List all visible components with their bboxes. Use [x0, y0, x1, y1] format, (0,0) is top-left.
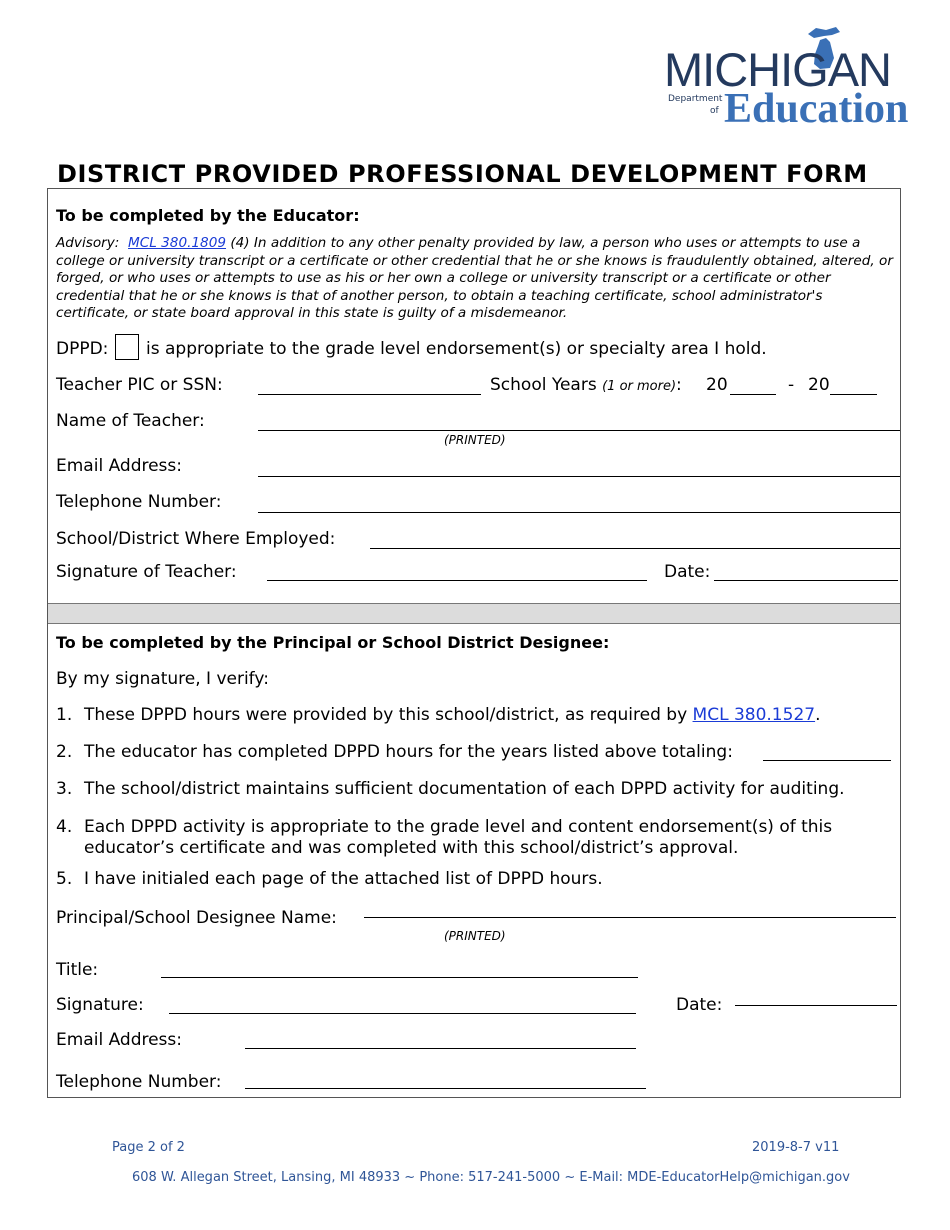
school-district-input[interactable]: [370, 548, 900, 549]
teacher-signature-input[interactable]: [267, 580, 647, 581]
designee-signature-label: Signature:: [56, 995, 144, 1015]
school-district-label: School/District Where Employed:: [56, 529, 336, 549]
year-start-input[interactable]: [730, 394, 776, 395]
teacher-name-input[interactable]: [258, 430, 900, 431]
advisory-text: [56, 235, 898, 323]
logo-department-text: Department: [668, 94, 723, 104]
verify-item-1: 1. These DPPD hours were provided by this school/district, as required by MCL 380.1527.: [56, 705, 821, 725]
mcl-380-1809-link[interactable]: MCL 380.1809: [128, 235, 227, 251]
designee-signature-input[interactable]: [169, 1013, 636, 1014]
verify-item-2: 2. The educator has completed DPPD hours for the years listed above totaling:: [56, 742, 733, 762]
year-dash: -: [788, 375, 795, 395]
verify-statement: By my signature, I verify:: [56, 669, 269, 689]
advisory-body: (4) In addition to any other penalty provided by law, a person who uses or attempts to use a college or university transcript or a certificate or other credential that he or she knows is fraudulently obtained, altered, or forged, or who uses or attempts to use as his or her own a college or university transcript or a certificate or other credential that he or she knows is that of another person, to obtain a teaching certificate, school administrator's certificate, or state board approval in this state is guilty of a misdemeanor.: [56, 235, 893, 321]
teacher-phone-label: Telephone Number:: [56, 492, 222, 512]
designee-email-label: Email Address:: [56, 1030, 182, 1050]
teacher-name-printed-note: (PRINTED): [444, 433, 506, 447]
logo-education-text: Education: [724, 86, 909, 132]
mcl-380-1527-link[interactable]: MCL 380.1527: [692, 705, 816, 725]
designee-name-printed-note: (PRINTED): [444, 929, 506, 943]
teacher-pic-label: Teacher PIC or SSN:: [56, 375, 223, 395]
designee-phone-input[interactable]: [245, 1088, 646, 1089]
advisory-prefix: Advisory:: [56, 235, 120, 251]
designee-phone-label: Telephone Number:: [56, 1072, 222, 1092]
michigan-education-logo: [660, 22, 910, 132]
dppd-statement: is appropriate to the grade level endorsement(s) or specialty area I hold.: [146, 339, 767, 359]
logo-of-text: of: [710, 106, 719, 116]
year-end-input[interactable]: [830, 394, 877, 395]
dppd-checkbox[interactable]: [115, 334, 139, 360]
teacher-date-input[interactable]: [714, 580, 898, 581]
footer-address: 608 W. Allegan Street, Lansing, MI 48933 ~ Phone: 517-241-5000 ~ E-Mail: MDE-EducatorHelp@michigan.gov: [132, 1170, 850, 1185]
teacher-phone-input[interactable]: [258, 512, 900, 513]
designee-name-input[interactable]: [364, 917, 896, 918]
form-version: 2019-8-7 v11: [752, 1140, 840, 1155]
designee-title-input[interactable]: [161, 977, 638, 978]
teacher-name-label: Name of Teacher:: [56, 411, 205, 431]
verify-item-3: 3. The school/district maintains sufficient documentation of each DPPD activity for auditing.: [56, 779, 845, 799]
teacher-email-label: Email Address:: [56, 456, 182, 476]
logo-state-text: MICHIGAN: [664, 43, 891, 96]
designee-email-input[interactable]: [245, 1048, 636, 1049]
year-end-prefix: 20: [808, 375, 830, 395]
teacher-date-label: Date:: [664, 562, 711, 582]
dppd-hours-total-input[interactable]: [763, 760, 891, 761]
section-divider: [48, 603, 900, 624]
designee-date-label: Date:: [676, 995, 723, 1015]
teacher-email-input[interactable]: [258, 476, 900, 477]
verify-item-4: 4. Each DPPD activity is appropriate to the grade level and content endorsement(s) of this educator’s certificate and was completed with this school/district’s approval.: [56, 817, 833, 858]
teacher-signature-label: Signature of Teacher:: [56, 562, 237, 582]
principal-section-heading: To be completed by the Principal or School District Designee:: [56, 633, 610, 652]
educator-section-heading: To be completed by the Educator:: [56, 206, 360, 225]
teacher-pic-input[interactable]: [258, 394, 481, 395]
form-title: DISTRICT PROVIDED PROFESSIONAL DEVELOPMENT FORM: [57, 160, 868, 188]
designee-date-input[interactable]: [735, 1005, 897, 1006]
designee-title-label: Title:: [56, 960, 99, 980]
designee-name-label: Principal/School Designee Name:: [56, 908, 337, 928]
verify-item-5: 5. I have initialed each page of the attached list of DPPD hours.: [56, 869, 603, 889]
school-years-label: School Years (1 or more):: [490, 375, 682, 395]
page-number: Page 2 of 2: [112, 1140, 185, 1155]
year-start-prefix: 20: [706, 375, 728, 395]
dppd-label: DPPD:: [56, 339, 109, 359]
